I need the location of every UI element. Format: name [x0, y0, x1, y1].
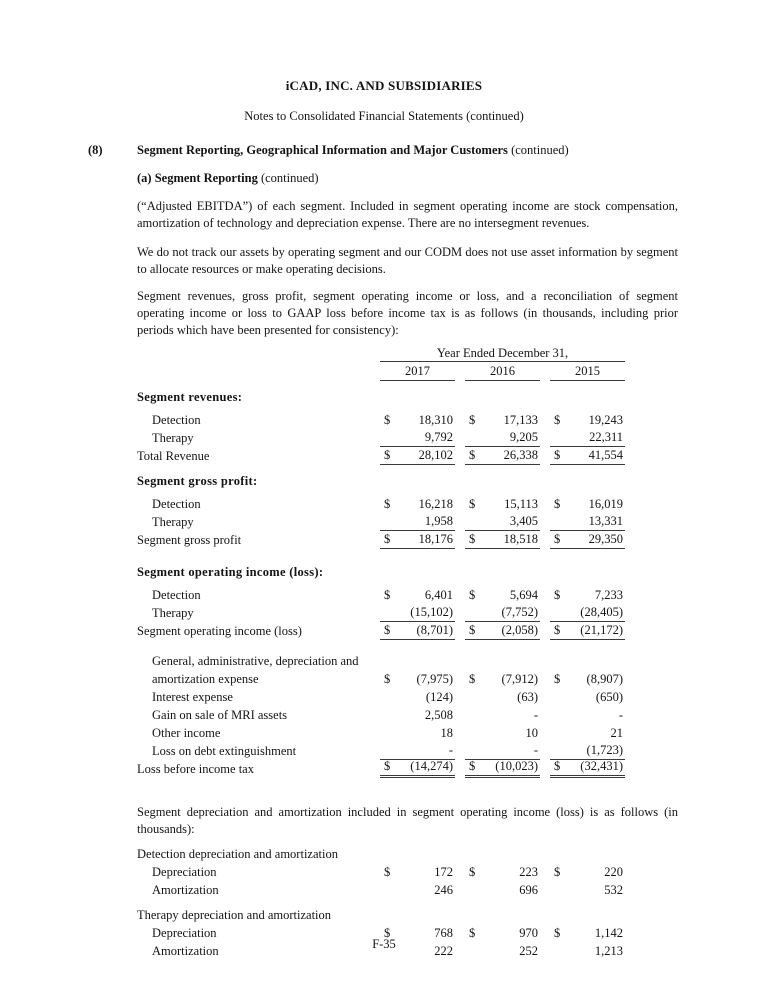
dollar-sign: $: [384, 448, 391, 462]
cell-2017: [380, 706, 455, 724]
row-label: Segment revenues:: [137, 390, 243, 404]
cell-value: 1,213: [594, 944, 623, 958]
paragraph-depreciation-intro: Segment depreciation and amortization included in segment operating income (loss) is as follows (in thousands):: [137, 805, 678, 836]
row-label: Therapy: [152, 515, 194, 529]
section-continued: (continued): [511, 143, 569, 157]
row-label: Segment operating income (loss):: [137, 565, 324, 579]
cell-value: 18: [440, 726, 453, 740]
table-row: [137, 881, 678, 899]
cell-value: -: [533, 708, 538, 722]
cell-2015: [550, 586, 625, 604]
cell-2015: [550, 603, 625, 622]
cell-2017: [380, 603, 455, 622]
row-label: Other income: [152, 726, 221, 740]
dollar-sign: $: [384, 497, 391, 511]
section-heading: [0, 143, 768, 158]
cell-value: 2,508: [424, 708, 453, 722]
cell-value: 41,554: [588, 448, 623, 462]
cell-value: 220: [604, 865, 623, 879]
dollar-sign: $: [384, 926, 391, 940]
dollar-sign: $: [554, 623, 561, 637]
cell-value: 5,694: [509, 588, 538, 602]
cell-2016: [465, 706, 540, 724]
cell-2017: [380, 724, 455, 742]
cell-2015: [550, 621, 625, 640]
cell-2017: [380, 757, 455, 778]
cell-value: 17,133: [503, 413, 538, 427]
subsection-continued: (continued): [260, 171, 319, 185]
cell-2017: [380, 688, 455, 706]
cell-2016: [465, 411, 540, 429]
table-row: [137, 906, 678, 924]
row-label: Therapy: [152, 606, 194, 620]
row-label: Amortization: [152, 944, 219, 958]
cell-value: (15,102): [410, 605, 453, 619]
cell-value: 1,142: [594, 926, 623, 940]
table-row: [137, 429, 678, 447]
dollar-sign: $: [554, 448, 561, 462]
table-row: [137, 724, 678, 742]
cell-2016: [465, 512, 540, 531]
table-row: [137, 604, 678, 622]
cell-2016: [465, 670, 540, 688]
cell-2015: [550, 706, 625, 724]
cell-2015: [550, 512, 625, 531]
cell-2016: [465, 530, 540, 549]
dollar-sign: $: [384, 672, 391, 686]
row-label: Segment gross profit: [137, 533, 242, 547]
cell-2016: [465, 446, 540, 465]
cell-value: (21,172): [580, 623, 623, 637]
dollar-sign: $: [554, 865, 561, 879]
cell-value: (8,701): [416, 623, 453, 637]
cell-value: 252: [519, 944, 538, 958]
year-column-header: 2015: [550, 363, 625, 381]
dollar-sign: $: [469, 865, 476, 879]
dollar-sign: $: [554, 532, 561, 546]
cell-value: 16,019: [588, 497, 623, 511]
cell-value: 18,176: [418, 532, 453, 546]
dollar-sign: $: [384, 588, 391, 602]
dollar-sign: $: [554, 413, 561, 427]
cell-2016: [465, 724, 540, 742]
cell-value: (10,023): [495, 759, 538, 773]
dollar-sign: $: [469, 413, 476, 427]
row-label: Detection: [152, 497, 201, 511]
cell-value: 22,311: [589, 430, 623, 444]
dollar-sign: $: [384, 865, 391, 879]
table-row: [137, 688, 678, 706]
row-label: Segment gross profit:: [137, 474, 258, 488]
cell-value: (63): [517, 690, 538, 704]
cell-2017: [380, 586, 455, 604]
cell-2015: [550, 688, 625, 706]
spacer-cell: [137, 363, 380, 381]
cell-value: 696: [519, 883, 538, 897]
cell-value: 768: [434, 926, 453, 940]
cell-2015: [550, 428, 625, 447]
table-row: [137, 863, 678, 881]
subsection-heading: [137, 171, 768, 186]
dollar-sign: $: [469, 497, 476, 511]
table-row: [137, 495, 678, 513]
spacer-cell: [137, 346, 380, 362]
cell-value: 18,310: [418, 413, 453, 427]
section-number: (8): [88, 143, 103, 157]
doc-title: iCAD, INC. AND SUBSIDIARIES: [285, 78, 483, 93]
table-row: [137, 411, 678, 429]
cell-2015: [550, 863, 625, 881]
cell-2017: [380, 530, 455, 549]
dollar-sign: $: [469, 623, 476, 637]
cell-value: 26,338: [503, 448, 538, 462]
table-row: [137, 653, 678, 670]
row-label: Segment operating income (loss): [137, 624, 302, 638]
dollar-sign: $: [554, 926, 561, 940]
cell-value: (14,274): [410, 759, 453, 773]
year-column-header: 2017: [380, 363, 455, 381]
subsection-title: (a) Segment Reporting: [137, 171, 258, 185]
table-row: [137, 670, 678, 688]
row-label: Interest expense: [152, 690, 233, 704]
cell-value: 970: [519, 926, 538, 940]
row-label: Therapy: [152, 431, 194, 445]
year-column-header: 2016: [465, 363, 540, 381]
row-label: Total Revenue: [137, 449, 210, 463]
dollar-sign: $: [469, 532, 476, 546]
cell-value: 1,958: [424, 514, 453, 528]
dollar-sign: $: [469, 448, 476, 462]
table-row: [137, 706, 678, 724]
cell-2017: [380, 495, 455, 513]
cell-value: 21: [610, 726, 623, 740]
cell-value: -: [533, 743, 538, 757]
row-label: amortization expense: [152, 672, 259, 686]
cell-2015: [550, 670, 625, 688]
cell-value: -: [618, 708, 623, 722]
table-row: [137, 531, 678, 549]
cell-2017: [380, 621, 455, 640]
cell-value: (32,431): [580, 759, 623, 773]
cell-value: 15,113: [504, 497, 538, 511]
table-row: [137, 388, 678, 406]
cell-value: 18,518: [503, 532, 538, 546]
cell-2016: [465, 757, 540, 778]
dollar-sign: $: [469, 926, 476, 940]
paragraph-table-intro: Segment revenues, gross profit, segment operating income or loss, and a reconciliation of segment operating income or loss to GAAP loss before income tax is as follows (in thousands, including prior periods which have been presented for consistency):: [137, 289, 678, 337]
row-label: Therapy depreciation and amortization: [137, 908, 332, 922]
year-header-row: [137, 363, 678, 381]
cell-value: 3,405: [509, 514, 538, 528]
row-label: General, administrative, depreciation and: [152, 654, 359, 668]
cell-value: (7,752): [501, 605, 538, 619]
paragraph-adjusted-ebitda: (“Adjusted EBITDA”) of each segment. Included in segment operating income are stock compensation, amortization of technology and depreciation expense. There are no intersegment revenues.: [137, 199, 678, 230]
dollar-sign: $: [554, 672, 561, 686]
cell-value: 28,102: [418, 448, 453, 462]
cell-value: 7,233: [594, 588, 623, 602]
cell-2016: [465, 603, 540, 622]
row-label: Depreciation: [152, 926, 217, 940]
cell-2016: [465, 586, 540, 604]
page-number: F-35: [372, 937, 396, 951]
cell-2015: [550, 446, 625, 465]
section-title: Segment Reporting, Geographical Information and Major Customers: [137, 143, 508, 157]
doc-subtitle: Notes to Consolidated Financial Statements (continued): [244, 109, 524, 123]
cell-2017: [380, 411, 455, 429]
cell-value: 29,350: [588, 532, 623, 546]
dollar-sign: $: [384, 532, 391, 546]
cell-2016: [465, 881, 540, 899]
dollar-sign: $: [554, 497, 561, 511]
table-row: [137, 845, 678, 863]
row-label: Loss before income tax: [137, 762, 254, 776]
row-label: Detection depreciation and amortization: [137, 847, 338, 861]
cell-2016: [465, 688, 540, 706]
cell-2015: [550, 530, 625, 549]
paragraph-codm: We do not track our assets by operating segment and our CODM does not use asset information by segment to allocate resources or make operating decisions.: [137, 245, 678, 276]
cell-2016: [465, 428, 540, 447]
table-row: [137, 563, 678, 581]
row-label: Detection: [152, 413, 201, 427]
cell-value: 172: [434, 865, 453, 879]
cell-value: 246: [434, 883, 453, 897]
cell-2017: [380, 881, 455, 899]
dollar-sign: $: [384, 413, 391, 427]
cell-value: 9,792: [424, 430, 453, 444]
cell-2017: [380, 863, 455, 881]
cell-value: 19,243: [588, 413, 623, 427]
cell-value: (28,405): [580, 605, 623, 619]
cell-value: (124): [425, 690, 453, 704]
cell-2015: [550, 411, 625, 429]
cell-value: 16,218: [418, 497, 453, 511]
table-row: [137, 586, 678, 604]
cell-value: (2,058): [501, 623, 538, 637]
cell-value: 223: [519, 865, 538, 879]
row-label: Amortization: [152, 883, 219, 897]
cell-2015: [550, 495, 625, 513]
dollar-sign: $: [469, 759, 476, 773]
dollar-sign: $: [469, 588, 476, 602]
row-label: Gain on sale of MRI assets: [152, 708, 288, 722]
cell-value: (1,723): [586, 743, 623, 757]
cell-value: (7,975): [416, 672, 453, 686]
period-header: Year Ended December 31,: [380, 346, 625, 362]
cell-value: (8,907): [586, 672, 623, 686]
dollar-sign: $: [469, 672, 476, 686]
section-title-line: [137, 143, 569, 158]
dollar-sign: $: [384, 759, 391, 773]
cell-2016: [465, 621, 540, 640]
cell-value: 10: [525, 726, 538, 740]
cell-2017: [380, 670, 455, 688]
row-label: Depreciation: [152, 865, 217, 879]
cell-value: 9,205: [509, 430, 538, 444]
dollar-sign: $: [554, 588, 561, 602]
body-content: [137, 198, 678, 960]
cell-2015: [550, 757, 625, 778]
dollar-sign: $: [554, 759, 561, 773]
cell-value: 6,401: [424, 588, 453, 602]
table-row: [137, 622, 678, 640]
dollar-sign: $: [384, 623, 391, 637]
cell-value: 222: [434, 944, 453, 958]
cell-value: 13,331: [588, 514, 623, 528]
table-row: [137, 447, 678, 465]
cell-2017: [380, 446, 455, 465]
cell-2015: [550, 724, 625, 742]
table-period-header-row: [137, 346, 678, 362]
cell-value: 532: [604, 883, 623, 897]
cell-2016: [465, 863, 540, 881]
row-label: Loss on debt extinguishment: [152, 744, 297, 758]
cell-value: (7,912): [501, 672, 538, 686]
cell-value: (650): [595, 690, 623, 704]
table-row: [137, 472, 678, 490]
row-label: Detection: [152, 588, 201, 602]
cell-2017: [380, 512, 455, 531]
cell-2016: [465, 495, 540, 513]
table-row: [137, 760, 678, 778]
cell-value: -: [448, 743, 453, 757]
cell-2015: [550, 881, 625, 899]
cell-2017: [380, 428, 455, 447]
table-row: [137, 513, 678, 531]
segment-results-table: [137, 346, 678, 778]
